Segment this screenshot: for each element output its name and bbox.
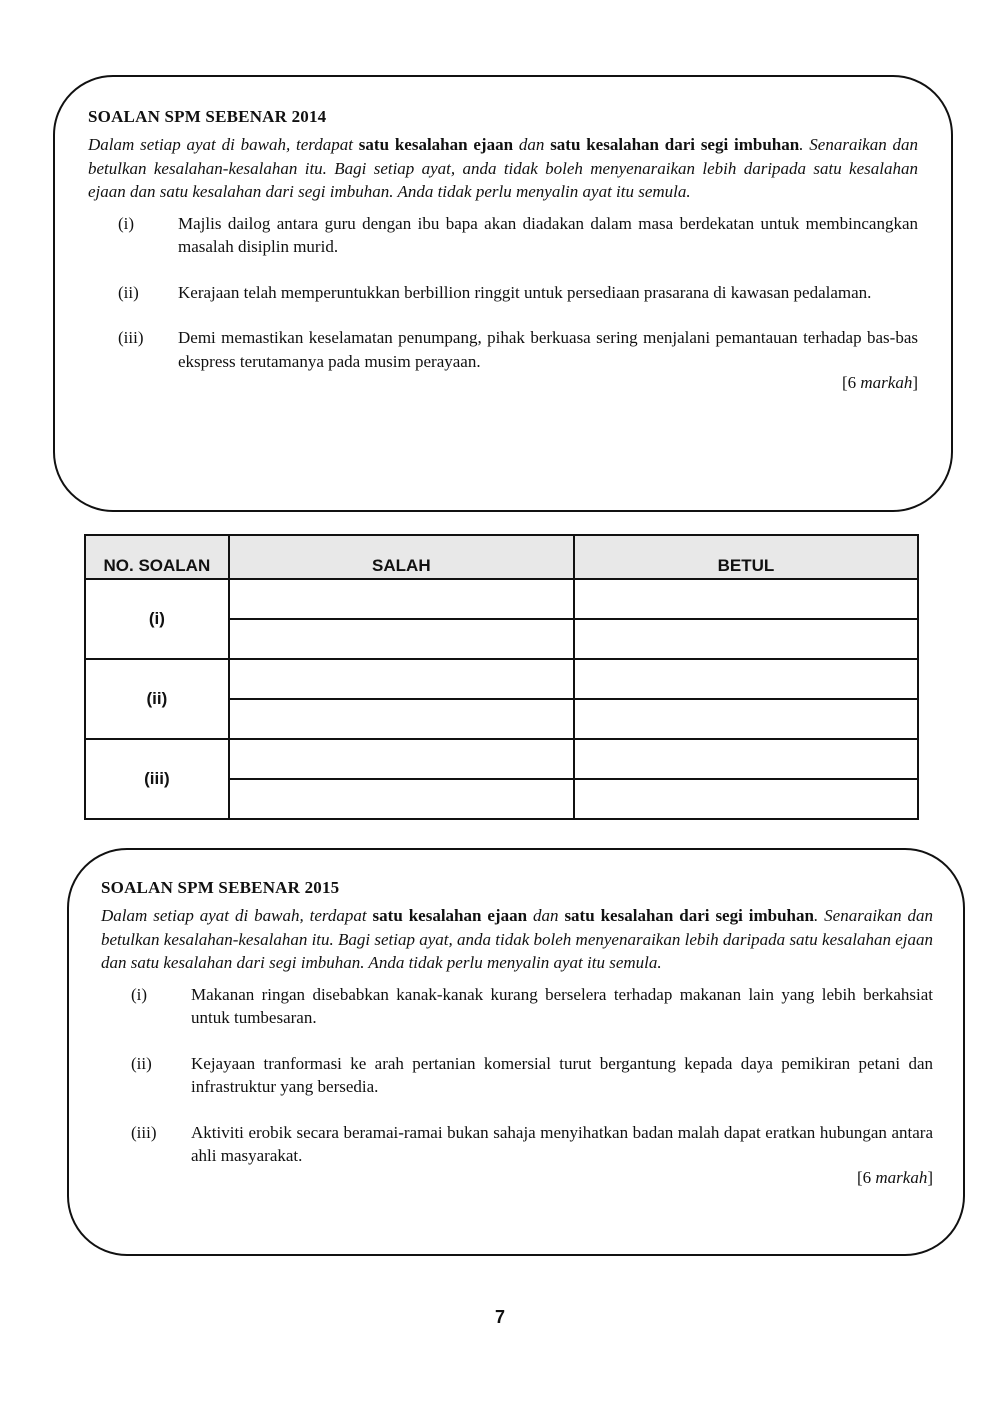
question-item (101, 1121, 933, 1168)
question-number-cell: (i) (85, 579, 229, 659)
question-box-2015 (67, 848, 965, 1256)
item-number: (i) (118, 213, 135, 233)
question-number-cell: (iii) (85, 739, 229, 819)
betul-answer-cell[interactable] (574, 579, 918, 619)
item-text: Majlis dailog antara guru dengan ibu bapa akan diadakan dalam masa berdekatan untuk membincangkan masalah disiplin murid. (178, 213, 918, 256)
betul-answer-cell[interactable] (574, 739, 918, 779)
salah-answer-cell[interactable] (229, 659, 574, 699)
item-number: (ii) (118, 282, 139, 302)
item-text: Kerajaan telah memperuntukkan berbillion ringgit untuk persediaan prasarana di kawasan pedalaman. (178, 282, 872, 302)
marks-label: [6 markah] (856, 1167, 933, 1187)
question-item (88, 326, 918, 373)
header-salah: SALAH (229, 535, 574, 579)
header-no-soalan: NO. SOALAN (85, 535, 229, 579)
question-item (88, 212, 918, 259)
salah-answer-cell[interactable] (229, 699, 574, 739)
salah-answer-cell[interactable] (229, 619, 574, 659)
item-text: Demi memastikan keselamatan penumpang, pihak berkuasa sering menjalani pemantauan terhadap bas-bas ekspress terutamanya pada musim perayaan. (178, 328, 918, 371)
section-heading: SOALAN SPM SEBENAR 2015 (101, 878, 340, 897)
instructions: Dalam setiap ayat di bawah, terdapat satu kesalahan ejaan dan satu kesalahan dari segi imbuhan. Senaraikan dan betulkan kesalahan-kesalahan itu. Bagi setiap ayat, anda tidak boleh menyenaraikan lebih daripada satu kesalahan ejaan dan satu kesalahan dari segi imbuhan. Anda tidak perlu menyalin ayat itu semula. (101, 906, 934, 972)
salah-answer-cell[interactable] (229, 779, 574, 819)
salah-answer-cell[interactable] (229, 739, 574, 779)
question-number-cell: (ii) (85, 659, 229, 739)
question-box-2014 (53, 75, 953, 512)
item-text: Makanan ringan disebabkan kanak-kanak kurang berselera terhadap makanan lain yang lebih berkahsiat untuk tumbesaran. (191, 984, 933, 1027)
question-item (88, 281, 918, 305)
table-row (85, 579, 918, 619)
marks-label: [6 markah] (841, 373, 918, 392)
betul-answer-cell[interactable] (574, 699, 918, 739)
item-number: (i) (131, 984, 148, 1004)
table-row (85, 659, 918, 699)
table-header-row (85, 535, 918, 579)
question-item (101, 983, 933, 1030)
table-row (85, 739, 918, 779)
betul-answer-cell[interactable] (574, 659, 918, 699)
instructions: Dalam setiap ayat di bawah, terdapat satu kesalahan ejaan dan satu kesalahan dari segi imbuhan. Senaraikan dan betulkan kesalahan-kesalahan itu. Bagi setiap ayat, anda tidak boleh menyenaraikan lebih daripada satu kesalahan ejaan dan satu kesalahan dari segi imbuhan. Anda tidak perlu menyalin ayat itu semula. (88, 135, 919, 201)
item-number: (ii) (131, 1053, 152, 1073)
item-text: Aktiviti erobik secara beramai-ramai bukan sahaja menyihatkan badan malah dapat eratkan hubungan antara ahli masyarakat. (191, 1122, 933, 1165)
item-text: Kejayaan tranformasi ke arah pertanian komersial turut bergantung kepada daya pemikiran petani dan infrastruktur yang bersedia. (191, 1053, 933, 1096)
betul-answer-cell[interactable] (574, 619, 918, 659)
section-heading: SOALAN SPM SEBENAR 2014 (88, 107, 327, 126)
item-number: (iii) (131, 1122, 157, 1142)
page-number: 7 (494, 1307, 505, 1327)
betul-answer-cell[interactable] (574, 779, 918, 819)
salah-answer-cell[interactable] (229, 579, 574, 619)
header-betul: BETUL (574, 535, 918, 579)
item-number: (iii) (118, 328, 144, 347)
question-item (101, 1052, 933, 1099)
answer-table (84, 534, 919, 820)
